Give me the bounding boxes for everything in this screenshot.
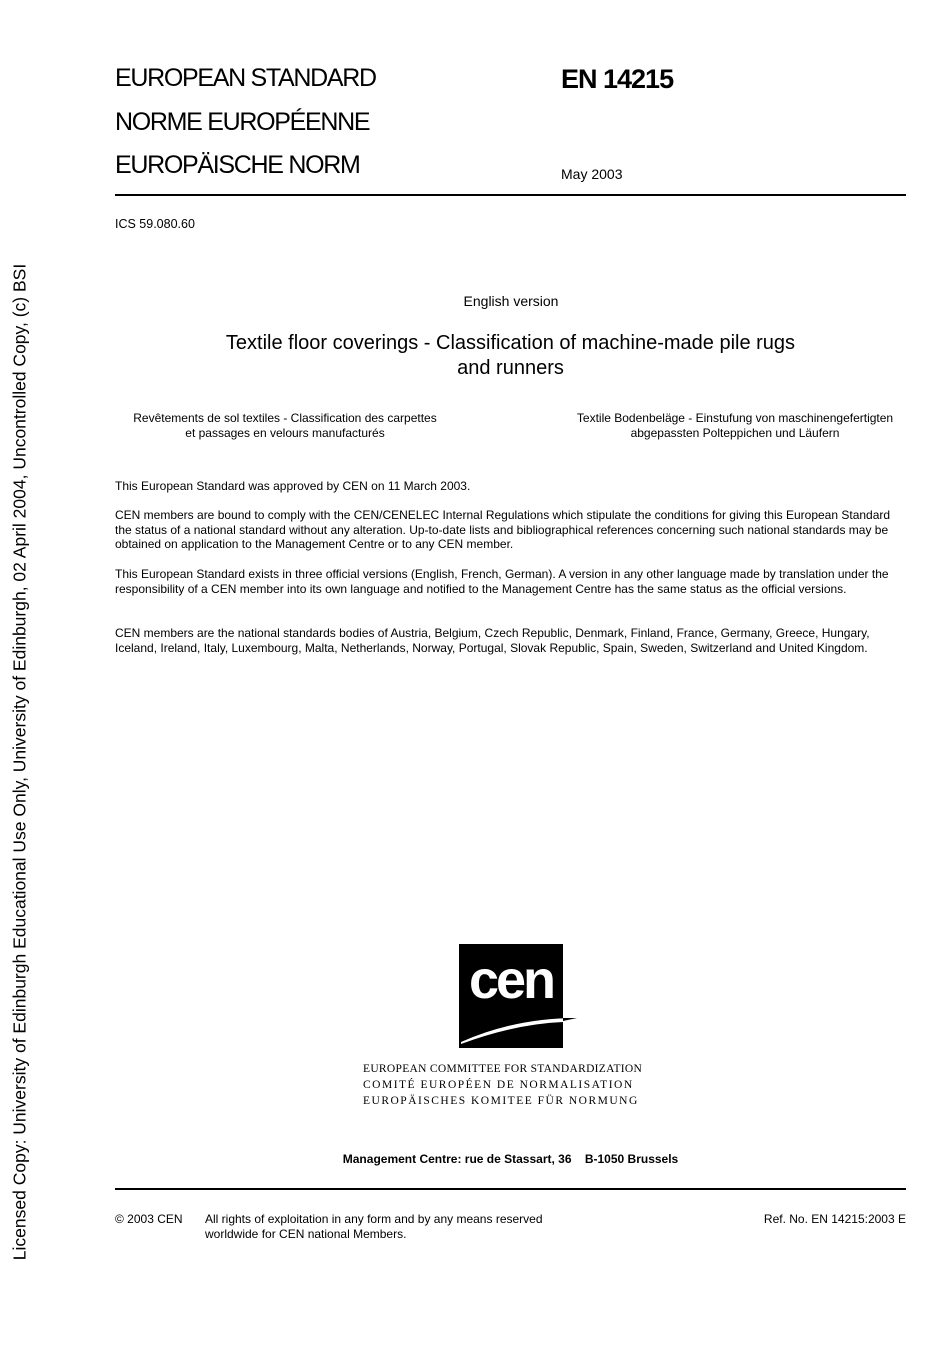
title-french-line: Revêtements de sol textiles - Classification des carpettes — [133, 411, 437, 425]
license-watermark: Licensed Copy: University of Edinburgh Educational Use Only, University of Edinburgh, 02 April 2004, Uncontrolled Copy, (c) BSI — [9, 263, 30, 1261]
title-de: EUROPÄISCHE NORM — [115, 151, 360, 179]
version-label: English version — [463, 293, 559, 309]
standard-number: EN 14215 — [561, 64, 674, 94]
rights-notice-line: All rights of exploitation in any form and by any means reserved — [205, 1212, 543, 1226]
committee-name-en: EUROPEAN COMMITTEE FOR STANDARDIZATION — [363, 1063, 643, 1075]
document-title — [115, 331, 906, 381]
committee-name-de: EUROPÄISCHES KOMITEE FÜR NORMUNG — [363, 1095, 639, 1107]
regulations-paragraph: CEN members are bound to comply with the CEN/CENELEC Internal Regulations which stipulate the conditions for giving this European Standard the status of a national standard without any alteration. Up-to-date lists and bibliographical references concerning such national standards may be obtained on application to the Management Centre or to any CEN member. — [115, 508, 891, 551]
reference-number: Ref. No. EN 14215:2003 E — [763, 1212, 906, 1226]
title-french — [100, 411, 470, 441]
header-divider — [115, 194, 906, 196]
title-french-line: et passages en velours manufacturés — [185, 426, 385, 440]
title-german — [555, 411, 915, 441]
committee-name-fr: COMITÉ EUROPÉEN DE NORMALISATION — [363, 1079, 634, 1091]
versions-paragraph: This European Standard exists in three official versions (English, French, German). A version in any other language made by translation under the responsibility of a CEN member into its own language and notified to the Management Centre has the same status as the official versions. — [115, 567, 889, 596]
title-en: EUROPEAN STANDARD — [115, 64, 376, 92]
title-german-line: Textile Bodenbeläge - Einstufung von maschinengefertigten — [576, 411, 894, 425]
copyright: © 2003 CEN — [115, 1212, 183, 1226]
document-title-line: Textile floor coverings - Classification of machine-made pile rugs — [225, 332, 796, 354]
title-fr: NORME EUROPÉENNE — [115, 108, 370, 136]
footer-divider — [115, 1188, 906, 1190]
management-centre-address: Management Centre: rue de Stassart, 36 B-1050 Brussels — [342, 1152, 679, 1166]
members-paragraph: CEN members are the national standards bodies of Austria, Belgium, Czech Republic, Denmark, Finland, France, Germany, Greece, Hungary, Iceland, Ireland, Italy, Luxembourg, Malta, Netherlands, Norway, Portugal, Slovak Republic, Spain, Sweden, Switzerland and United Kingdom. — [115, 626, 870, 655]
rights-notice-line: worldwide for CEN national Members. — [205, 1227, 407, 1241]
publication-date: May 2003 — [561, 166, 623, 182]
title-german-line: abgepassten Polteppichen und Läufern — [630, 426, 840, 440]
approval-paragraph: This European Standard was approved by CEN on 11 March 2003. — [115, 479, 471, 493]
rights-notice — [205, 1212, 543, 1242]
document-title-line: and runners — [457, 357, 564, 379]
cen-logo-text: cen — [468, 950, 554, 1010]
ics-code: ICS 59.080.60 — [115, 217, 195, 231]
cen-logo — [455, 940, 585, 1060]
